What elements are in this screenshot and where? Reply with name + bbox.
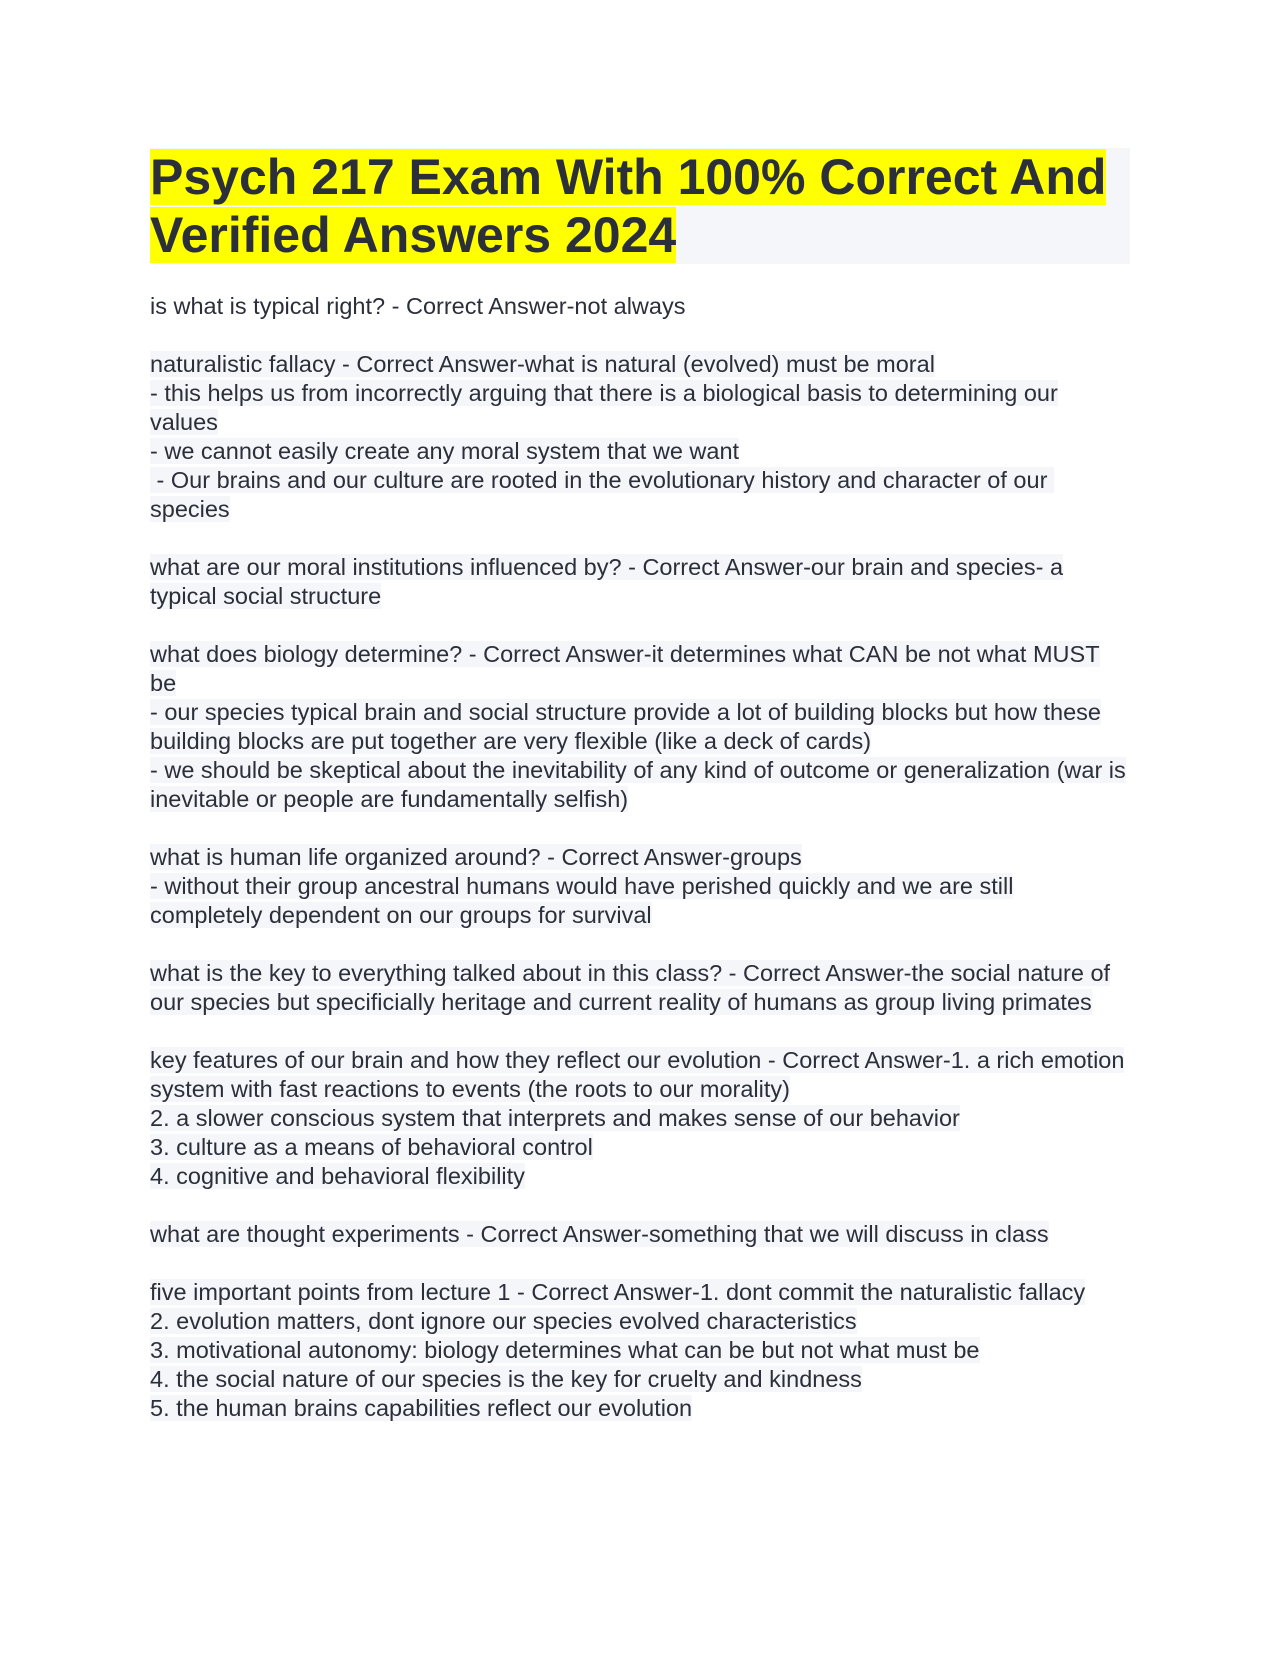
title-line-1: Psych 217 Exam With 100% Correct And (150, 149, 1107, 205)
document-page (150, 148, 1130, 1452)
qa-entry (150, 1046, 1130, 1191)
qa-entry (150, 843, 1130, 930)
qa-entry (150, 1220, 1130, 1249)
qa-line: - this helps us from incorrectly arguing that there is a biological basis to determining our values (150, 380, 1058, 435)
qa-line: what is the key to everything talked about in this class? - Correct Answer-the social nature of our species but specificially heritage and current reality of humans as group living primates (150, 960, 1111, 1015)
qa-line: 5. the human brains capabilities reflect our evolution (150, 1395, 693, 1421)
qa-line: 4. the social nature of our species is the key for cruelty and kindness (150, 1366, 862, 1392)
qa-line: - we should be skeptical about the inevitability of any kind of outcome or generalization (war is inevitable or people are fundamentally selfish) (150, 757, 1126, 812)
qa-line: 4. cognitive and behavioral flexibility (150, 1163, 525, 1189)
qa-line: - we cannot easily create any moral system that we want (150, 438, 740, 464)
qa-line: key features of our brain and how they reflect our evolution - Correct Answer-1. a rich emotion system with fast reactions to events (the roots to our morality) (150, 1047, 1125, 1102)
qa-line: 3. motivational autonomy: biology determines what can be but not what must be (150, 1337, 980, 1363)
qa-entry (150, 1278, 1130, 1423)
qa-line: naturalistic fallacy - Correct Answer-what is natural (evolved) must be moral (150, 351, 935, 377)
qa-line: what does biology determine? - Correct Answer-it determines what CAN be not what MUST be (150, 641, 1100, 696)
qa-line: what are our moral institutions influenced by? - Correct Answer-our brain and species- a typical social structure (150, 554, 1064, 609)
qa-line: is what is typical right? - Correct Answer-not always (150, 293, 686, 319)
qa-line: 3. culture as a means of behavioral control (150, 1134, 593, 1160)
qa-line: what is human life organized around? - Correct Answer-groups (150, 844, 802, 870)
qa-line: what are thought experiments - Correct Answer-something that we will discuss in class (150, 1221, 1049, 1247)
qa-list (150, 292, 1130, 1423)
title-block (150, 148, 1130, 264)
qa-entry (150, 292, 1130, 321)
qa-line: 2. evolution matters, dont ignore our species evolved characteristics (150, 1308, 857, 1334)
qa-entry (150, 640, 1130, 814)
qa-line: - without their group ancestral humans would have perished quickly and we are still completely dependent on our groups for survival (150, 873, 1014, 928)
qa-entry (150, 959, 1130, 1017)
title-line-2: Verified Answers 2024 (150, 207, 677, 263)
qa-entry (150, 350, 1130, 524)
document-title (150, 148, 1130, 264)
qa-line: - Our brains and our culture are rooted in the evolutionary history and character of our species (150, 467, 1054, 522)
qa-entry (150, 553, 1130, 611)
qa-line: 2. a slower conscious system that interprets and makes sense of our behavior (150, 1105, 960, 1131)
qa-line: five important points from lecture 1 - Correct Answer-1. dont commit the naturalistic fallacy (150, 1279, 1086, 1305)
qa-line: - our species typical brain and social structure provide a lot of building blocks but how these building blocks are put together are very flexible (like a deck of cards) (150, 699, 1101, 754)
